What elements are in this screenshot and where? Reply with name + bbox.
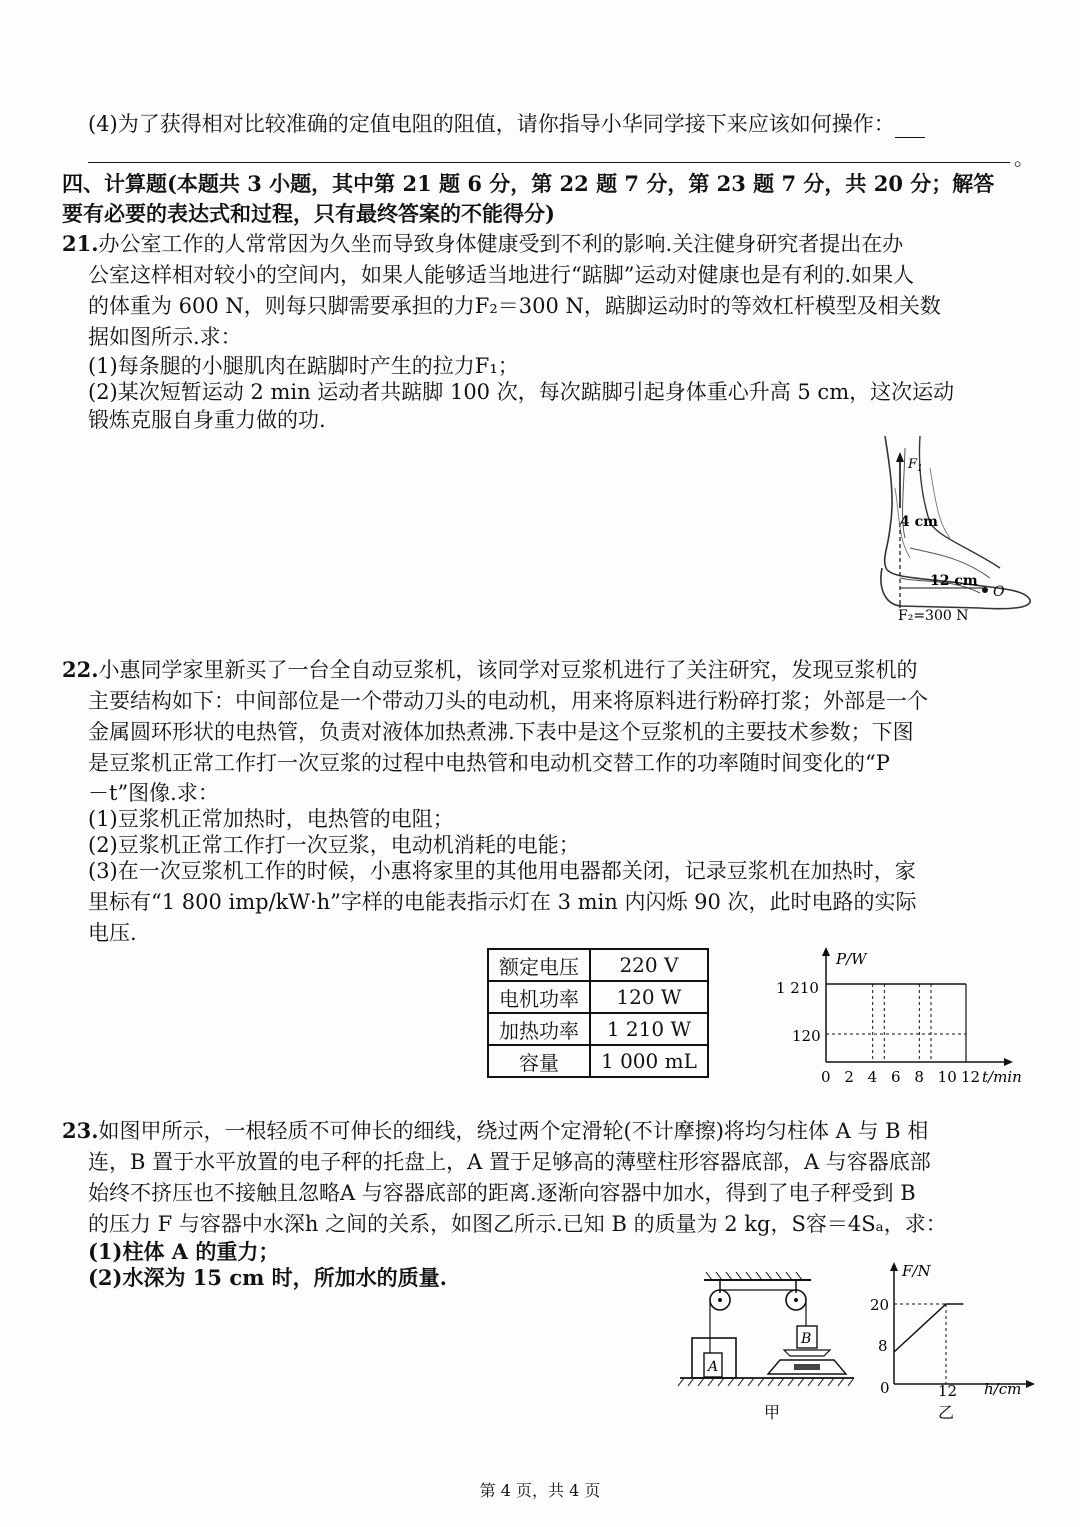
f1-label: $F_1$: [908, 457, 923, 474]
x-tick-label: 12: [938, 1382, 958, 1400]
force-depth-chart: [866, 1256, 1046, 1426]
spec-value: 1 210 W: [590, 1013, 708, 1045]
fig-caption-jia: 甲: [764, 1403, 781, 1422]
q22-line4: 是豆浆机正常工作打一次豆浆的过程中电热管和电动机交替工作的功率随时间变化的“P: [88, 751, 890, 775]
scale-tray: [784, 1350, 830, 1356]
q23-sub1: (1)柱体 A 的重力；: [88, 1239, 280, 1264]
d2-label: 12 cm: [930, 573, 978, 589]
q21-sub2: (2)某次短暂运动 2 min 运动者共踮脚 100 次，每次踮脚引起身体重心升高 5 cm，这次运动: [88, 380, 955, 404]
q21-sub2b: 锻炼克服自身重力做的功.: [88, 408, 326, 432]
q22-sub1: (1)豆浆机正常加热时，电热管的电阻；: [88, 807, 454, 831]
x-tick-label: 6: [891, 1068, 901, 1086]
spec-key: 电机功率: [488, 981, 590, 1013]
q21-line1: 21.办公室工作的人常常因为久坐而导致身体健康受到不利的影响.关注健身研究者提出在办: [62, 231, 904, 256]
y-tick-label: 20: [870, 1296, 890, 1314]
spec-key: 加热功率: [488, 1013, 590, 1045]
q23-line1: 23.如图甲所示，一根轻质不可伸长的细线，绕过两个定滑轮(不计摩擦)将均匀柱体 A 与 B 相: [62, 1118, 929, 1143]
x-tick-label: 0: [880, 1379, 890, 1397]
q22-line2: 主要结构如下：中间部位是一个带动刀头的电动机，用来将原料进行粉碎打浆；外部是一个: [88, 689, 928, 713]
label-a: A: [708, 1359, 719, 1375]
pulley-apparatus-figure: [676, 1268, 866, 1428]
x-tick-label: 2: [844, 1068, 854, 1086]
q21-line3: 的体重为 600 N，则每只脚需要承担的力F₂＝300 N，踮脚运动时的等效杠杆模型及相关数: [88, 294, 941, 318]
q22-sub2: (2)豆浆机正常工作打一次豆浆，电动机消耗的电能；: [88, 833, 580, 857]
section4-header-line2: 要有必要的表达式和过程，只有最终答案的不能得分): [62, 201, 555, 226]
section4-header-line1: 四、计算题(本题共 3 小题，其中第 21 题 6 分，第 22 题 7 分，第 23 题 7 分，共 20 分；解答: [62, 171, 995, 196]
power-time-chart: [770, 944, 1040, 1090]
q23-sub2: (2)水深为 15 cm 时，所加水的质量.: [88, 1265, 447, 1290]
pivot-o-label: O: [993, 584, 1005, 600]
q23-line2: 连，B 置于水平放置的电子秤的托盘上，A 置于足够高的薄壁柱形容器底部，A 与容器底部: [88, 1150, 931, 1174]
q22-sub3c: 电压.: [88, 921, 137, 945]
y-tick-label: 8: [878, 1337, 888, 1355]
y-axis-label: P/W: [836, 950, 867, 968]
y-tick-label: 120: [792, 1027, 821, 1045]
foot-lever-figure: [860, 428, 1040, 628]
table-row: [488, 1013, 708, 1045]
x-tick-label: 12: [961, 1068, 981, 1086]
y-axis-label: F/N: [902, 1262, 931, 1280]
spec-key: 容量: [488, 1045, 590, 1077]
spec-key: 额定电压: [488, 949, 590, 981]
x-tick-label: 8: [914, 1068, 924, 1086]
spec-value: 120 W: [590, 981, 708, 1013]
spec-value: 1 000 mL: [590, 1045, 708, 1077]
y-axis-arrow: [822, 947, 830, 956]
q22-line1: 22.小惠同学家里新买了一台全自动豆浆机，该同学对豆浆机进行了关注研究，发现豆浆机的: [62, 657, 918, 682]
x-tick-label: 10: [937, 1068, 957, 1086]
q20-part4: (4)为了获得相对比较准确的定值电阻的阻值，请你指导小华同学接下来应该如何操作：: [88, 110, 925, 138]
x-axis-arrow: [1004, 1058, 1013, 1066]
x-axis-label: t/min: [982, 1068, 1022, 1086]
q23-line3: 始终不挤压也不接触且忽略A 与容器底部的距离.逐渐向容器中加水，得到了电子秤受到 B: [88, 1181, 916, 1205]
f2-label: F₂=300 N: [898, 608, 969, 624]
d1-label: 4 cm: [900, 514, 938, 530]
spec-table: [487, 948, 709, 1078]
q21-sub1: (1)每条腿的小腿肌肉在踮脚时产生的拉力F₁；: [88, 354, 519, 378]
spec-value: 220 V: [590, 949, 708, 981]
q22-sub3: (3)在一次豆浆机工作的时候，小惠将家里的其他用电器都关闭，记录豆浆机在加热时，家: [88, 859, 916, 883]
table-row: [488, 981, 708, 1013]
q22-line5: －t”图像.求：: [88, 781, 219, 805]
q23-line4: 的压力 F 与容器中水深h 之间的关系，如图乙所示.已知 B 的质量为 2 kg，S容＝4Sₐ，求：: [88, 1212, 947, 1236]
answer-blank-line[interactable]: [88, 162, 1010, 163]
q22-line3: 金属圆环形状的电热管，负责对液体加热煮沸.下表中是这个豆浆机的主要技术参数；下图: [88, 720, 914, 744]
table-row: [488, 949, 708, 981]
x-axis-label: h/cm: [984, 1380, 1022, 1398]
page-footer: 第 4 页，共 4 页: [479, 1481, 601, 1500]
q21-line4: 据如图所示.求：: [88, 325, 242, 349]
x-tick-label: 4: [867, 1068, 878, 1086]
q21-line2: 公室这样相对较小的空间内，如果人能够适当地进行“踮脚”运动对健康也是有利的.如果人: [88, 263, 915, 287]
answer-blank[interactable]: [895, 117, 925, 138]
q22-sub3b: 里标有“1 800 imp/kW·h”字样的电能表指示灯在 3 min 内闪烁 90 次，此时电路的实际: [88, 890, 917, 914]
period-mark: 。: [1014, 146, 1034, 170]
fig-caption-yi: 乙: [938, 1403, 955, 1422]
table-row: [488, 1045, 708, 1077]
y-axis-arrow: [890, 1262, 898, 1271]
x-axis-arrow: [1026, 1380, 1035, 1388]
label-b: B: [801, 1331, 812, 1347]
y-tick-label: 1 210: [776, 979, 819, 997]
series-line: [894, 1304, 963, 1352]
x-tick-label: 0: [821, 1068, 831, 1086]
